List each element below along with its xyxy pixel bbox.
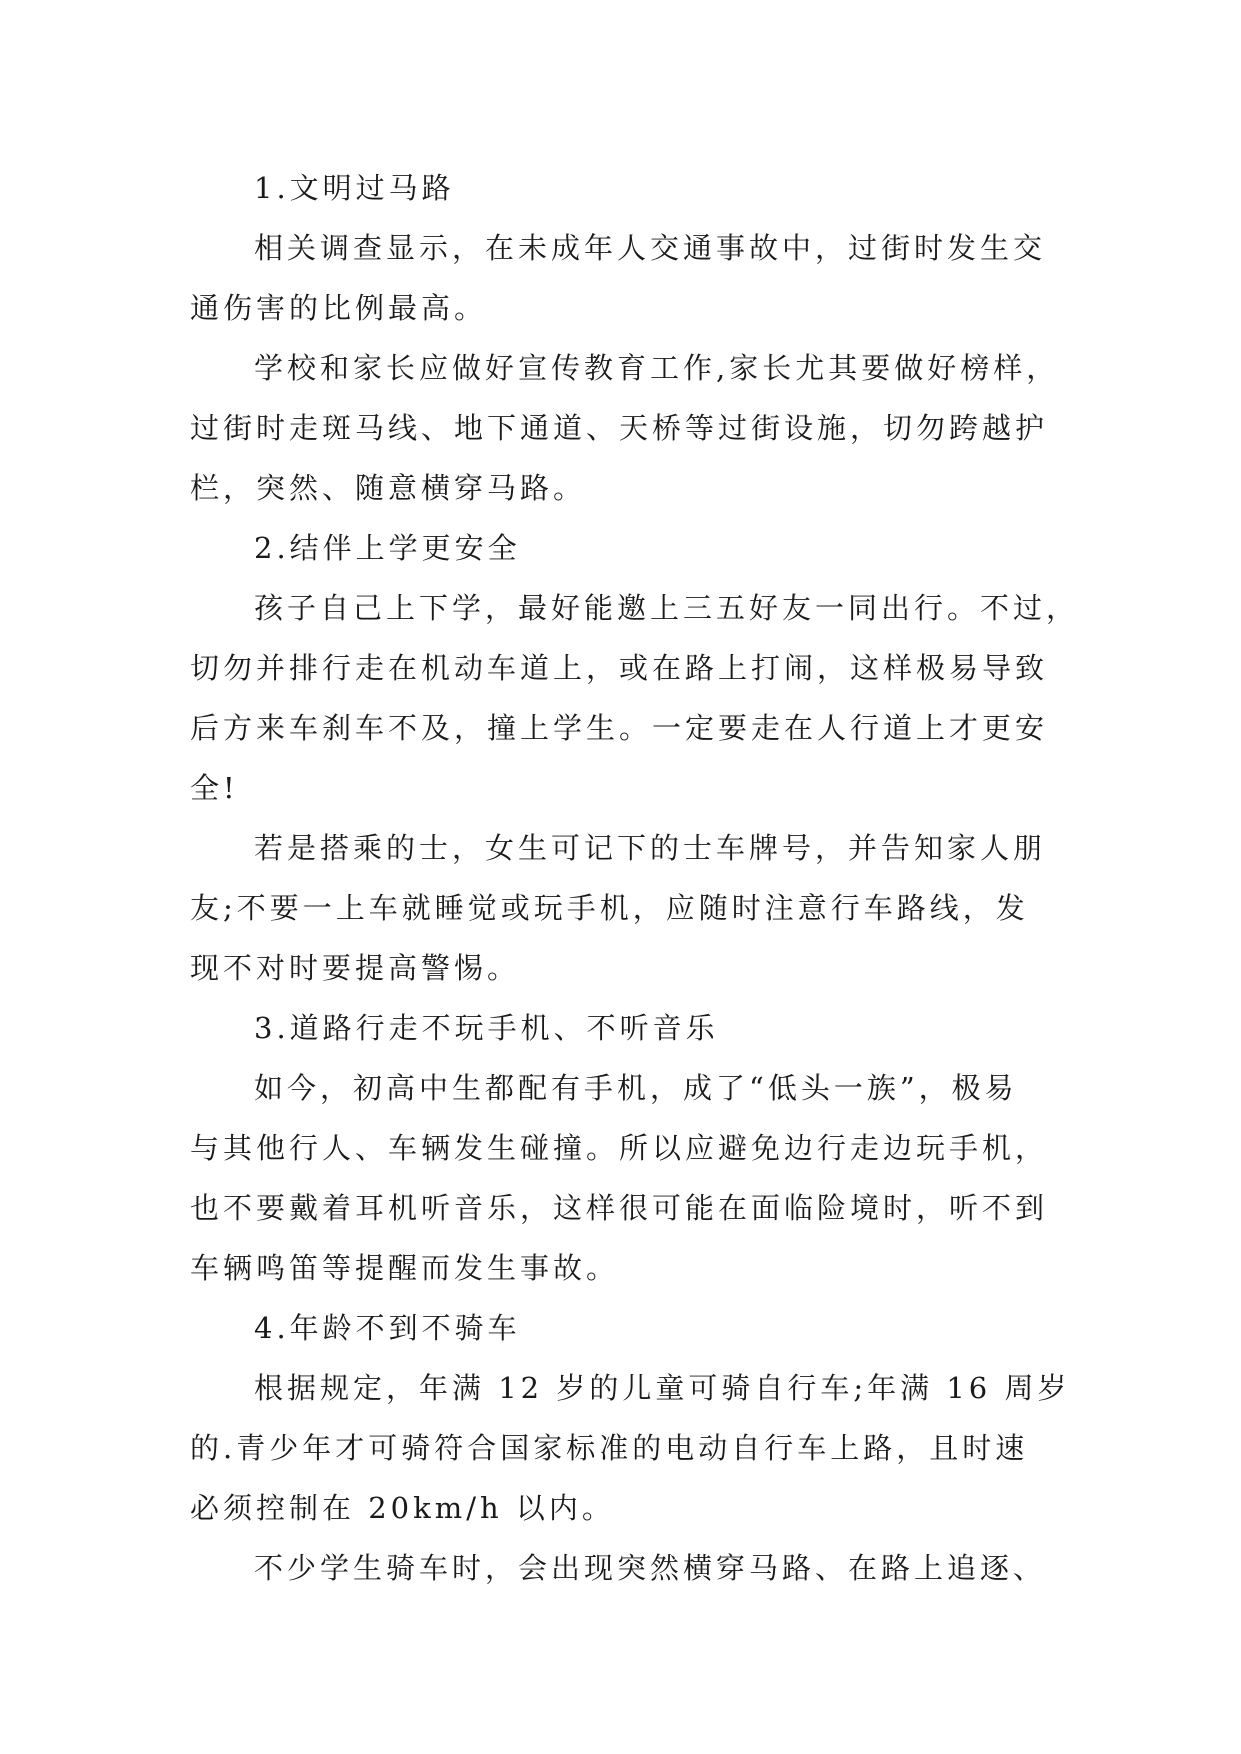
text-line: 通伤害的比例最高。	[190, 291, 488, 325]
text-line: 若是搭乘的士，女生可记下的士车牌号，并告知家人朋	[254, 831, 1047, 865]
text-line: 不少学生骑车时，会出现突然横穿马路、在路上追逐、	[254, 1551, 1047, 1585]
document-body	[190, 158, 1080, 1598]
text-line: 学校和家长应做好宣传教育工作,家长尤其要做好榜样，	[254, 351, 1060, 385]
text-line: 1.文明过马路	[254, 171, 455, 205]
text-line: 车辆鸣笛等提醒而发生事故。	[190, 1251, 620, 1285]
text-line: 的.青少年才可骑符合国家标准的电动自行车上路，且时速	[190, 1431, 1029, 1465]
text-line: 友;不要一上车就睡觉或玩手机，应随时注意行车路线，发	[190, 891, 1029, 925]
text-line: 后方来车刹车不及，撞上学生。一定要走在人行道上才更安	[190, 711, 1049, 745]
text-line: 全!	[190, 771, 239, 805]
text-line: 与其他行人、车辆发生碰撞。所以应避免边行走边玩手机，	[190, 1131, 1049, 1165]
text-line: 2.结伴上学更安全	[254, 531, 521, 565]
text-line: 切勿并排行走在机动车道上，或在路上打闹，这样极易导致	[190, 651, 1049, 685]
text-line: 4.年龄不到不骑车	[254, 1311, 521, 1345]
text-line: 相关调查显示，在未成年人交通事故中，过街时发生交	[254, 231, 1047, 265]
text-line: 必须控制在 20km/h 以内。	[190, 1491, 615, 1525]
text-line: 如今，初高中生都配有手机，成了“低头一族”，极易	[254, 1071, 1018, 1105]
text-line: 孩子自己上下学，最好能邀上三五好友一同出行。不过，	[254, 591, 1080, 625]
text-line: 栏，突然、随意横穿马路。	[190, 471, 587, 505]
text-line: 3.道路行走不玩手机、不听音乐	[254, 1011, 719, 1045]
text-line: 根据规定，年满 12 岁的儿童可骑自行车;年满 16 周岁	[254, 1371, 1071, 1405]
text-line: 现不对时要提高警惕。	[190, 951, 521, 985]
text-line: 也不要戴着耳机听音乐，这样很可能在面临险境时，听不到	[190, 1191, 1049, 1225]
text-line: 过街时走斑马线、地下通道、天桥等过街设施，切勿跨越护	[190, 411, 1049, 445]
